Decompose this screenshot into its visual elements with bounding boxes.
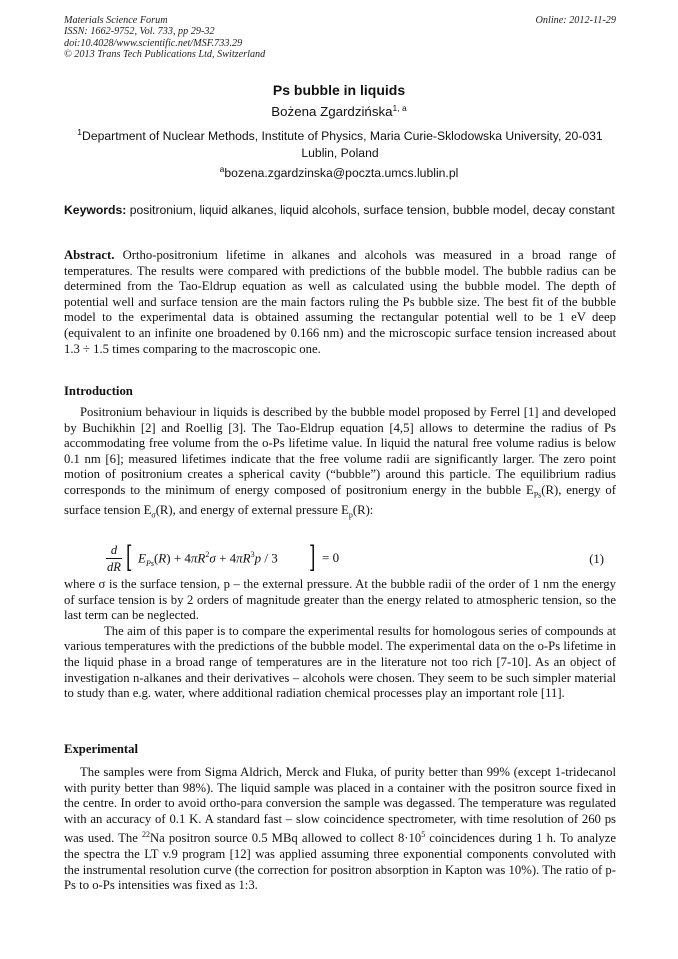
intro-text-b: (R), energy of surface tension E [64,482,617,518]
online-date: Online: 2012-11-29 [535,15,616,26]
journal-header [64,15,616,61]
intro-sub-sigma: σ [151,510,156,520]
email-address[interactable]: bozena.zgardzinska@poczta.umcs.lublin.pl [224,166,459,180]
exp-text-a: The samples were from Sigma Aldrich, Merck and Fluka, of purity better than 99% (except 1-tridecanol with purity better than 98%). The liquid sample was placed in a container with the positron source fixed in the centre. In order to avoid ortho-para conversion the sample was degassed. The temperature was regulated with an accuracy of 0.1 K. A standard fast – slow coincidence spectrometer, with time resolution of 260 ps was used. The [64,765,616,846]
author-line [0,104,678,119]
intro-text-d: (R): [352,503,374,518]
journal-name: Materials Science Forum [64,15,168,26]
introduction-continued [64,577,616,702]
introduction-heading: Introduction [64,384,133,398]
author-name: Bożena Zgardzińska [271,104,393,119]
abstract-text: Ortho-positronium lifetime in alkanes and alcohols was measured in a broad range of temperatures. The results were compared with predictions of the bubble model. The bubble radius can be determined from the Tao-Eldrup equation as well as calculated using the bubble model. The depth of potential well and surface tension are the main factors ruling the Ps bubble size. The best fit of the bubble model to the experimental data is obtained assuming the rectangular potential well to be 1 eV deep (equivalent to an infinite one broadened by 0.166 nm) and the microscopic surface tension increased about 1.3 ÷ 1.5 times comparing to the macroscopic one. [64,248,616,356]
intro-sub-p: p [348,510,353,520]
author-affiliation-mark: 1, a [392,103,407,113]
journal-issn: ISSN: 1662-9752, Vol. 733, pp 29-32 [64,26,215,38]
journal-copyright: © 2013 Trans Tech Publications Ltd, Switzerland [64,49,266,61]
abstract [64,248,616,357]
derivative-fraction: $\frac{d}{dR}$ [107,543,121,574]
introduction-paragraph-1 [64,405,616,523]
experimental-paragraph [64,765,616,894]
affiliation [64,128,616,161]
paper-title: Ps bubble in liquids [272,82,406,98]
introduction-paragraph-2: where σ is the surface tension, p – the external pressure. At the bubble radii of the order of 1 nm the energy of surface tension is by 2 orders of magnitude greater than the energy related to atmospheric tension, so the last term can be neglected. [64,577,616,623]
equation-number: (1) [589,552,604,566]
exp-sup-5: 5 [421,830,426,840]
keywords-label: Keywords: [64,203,127,217]
equation-close-bracket: ] [309,540,316,575]
affiliation-mark: 1 [77,127,83,137]
journal-doi[interactable]: doi:10.4028/www.scientific.net/MSF.733.29 [64,37,243,49]
intro-sub-ps: Ps [533,490,542,500]
exp-text-c: coincidences during 1 h. To analyze the spectra the LT v.9 program [12] was applied assuming three exponential components convoluted with the instrumental resolution curve (the correction for positron absorption in Kapton was 10%). The ratio of p-Ps to o-Ps intensities was fixed as 1:3. [64,831,616,893]
intro-text-c: (R), and energy of external pressure E [155,503,349,518]
keywords-text: positronium, liquid alkanes, liquid alcohols, surface tension, bubble model, decay constant [129,203,615,217]
introduction-paragraph-3: The aim of this paper is to compare the experimental results for homologous series of compounds at various temperatures with the predictions of the bubble model. The experimental data on the o-Ps lifetime in the liquid phase in a broad range of temperatures are in the literature not too rich [7-10]. As an object of investigation n-alkanes and their derivatives – alcohols were chosen. They seem to be such simpler material to study than e.g. water, where additional radiation chemical processes play an important role [11]. [64,623,616,701]
equation-rhs: = 0 [322,550,340,565]
intro-text-a: Positronium behaviour in liquids is described by the bubble model proposed by Ferrel [1] and developed by Buchikhin [2] and Roellig [3]. The Tao-Eldrup equation [4,5] allows to determine the radius of Ps accommodating free volume from the o-Ps lifetime value. In liquid the natural free volume radius is below 0.1 nm [6]; measured lifetimes indicate that the free volume radii are significantly larger. The zero point motion of positronium creates a spherical cavity (“bubble”) around this particle. The equilibrium radius corresponds to the minimum of energy composed of positronium energy in the bubble E [64,405,616,497]
equation-body: $E_{Ps}(R) + 4\pi R^2\sigma + 4\pi R^3p / 3$ [138,550,278,568]
affiliation-text: Department of Nuclear Methods, Institute of Physics, Maria Curie-Sklodowska University, 20-031 Lublin, Poland [82,129,603,160]
abstract-label: Abstract. [64,248,115,262]
equation-open-bracket: [ [126,540,133,575]
keywords [64,203,616,218]
exp-sup-22: 22 [141,830,150,840]
email-mark: a [219,164,225,174]
experimental-heading: Experimental [64,742,139,756]
author-email [0,166,678,180]
exp-text-b: Na positron source 0.5 MBq allowed to collect 8·10 [149,831,422,846]
